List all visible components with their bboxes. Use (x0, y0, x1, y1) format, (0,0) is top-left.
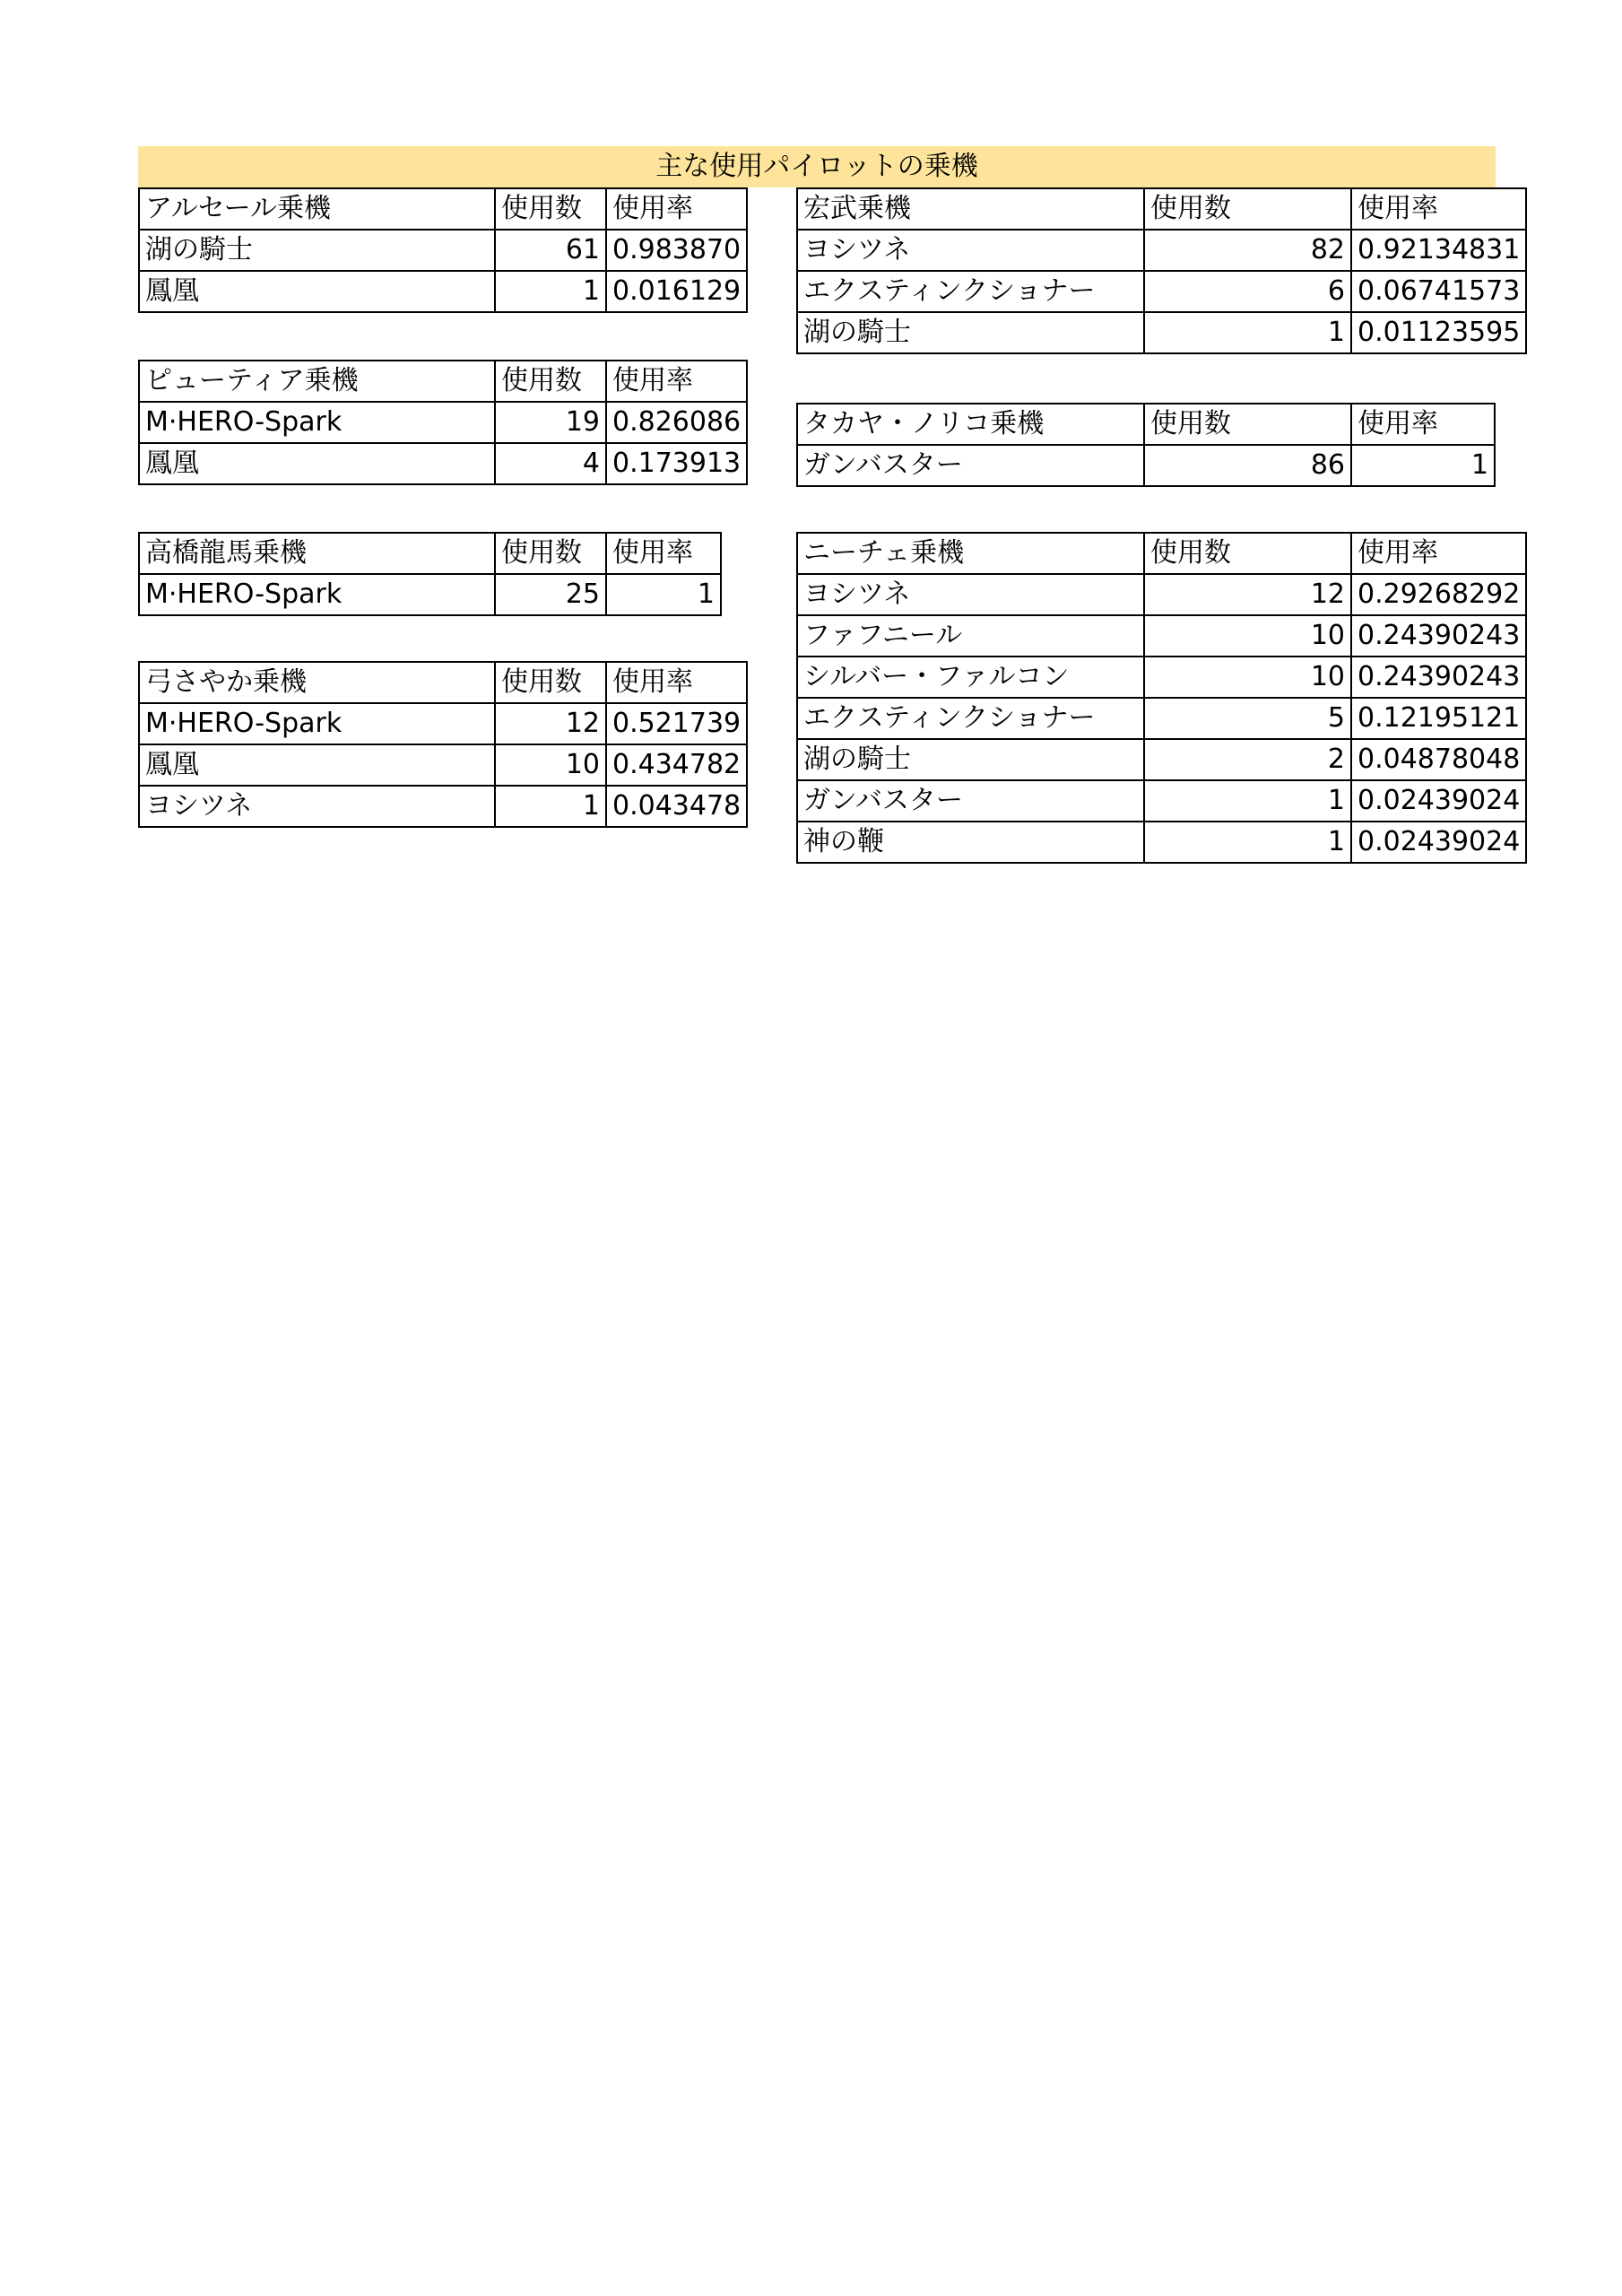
table-row (797, 312, 1526, 353)
header-count: 使用数 (1144, 533, 1351, 574)
usage-count: 19 (495, 402, 606, 443)
table-row (139, 230, 747, 271)
table-row (797, 780, 1526, 822)
usage-rate: 0.521739 (606, 703, 747, 744)
machine-name: エクスティンクショナー (797, 698, 1144, 739)
usage-count: 1 (495, 786, 606, 827)
table-takaya (796, 403, 1496, 487)
table-row (797, 574, 1526, 615)
header-rate: 使用率 (1351, 533, 1526, 574)
machine-name: 鳳凰 (139, 744, 495, 786)
machine-name: 神の鞭 (797, 822, 1144, 863)
usage-rate: 1 (606, 574, 721, 615)
header-rate: 使用率 (1351, 188, 1526, 230)
header-title: ピューティア乗機 (139, 361, 495, 402)
header-rate: 使用率 (606, 533, 721, 574)
header-title: 高橋龍馬乗機 (139, 533, 495, 574)
usage-count: 12 (1144, 574, 1351, 615)
usage-count: 82 (1144, 230, 1351, 271)
usage-count: 6 (1144, 271, 1351, 312)
header-title: 弓さやか乗機 (139, 662, 495, 703)
table-row (797, 739, 1526, 780)
machine-name: 湖の騎士 (797, 312, 1144, 353)
table-row (797, 698, 1526, 739)
machine-name: M·HERO-Spark (139, 574, 495, 615)
usage-rate: 0.02439024 (1351, 822, 1526, 863)
header-title: 宏武乗機 (797, 188, 1144, 230)
header-title: ニーチェ乗機 (797, 533, 1144, 574)
machine-name: 湖の騎士 (797, 739, 1144, 780)
usage-rate: 1 (1351, 445, 1495, 486)
machine-name: M·HERO-Spark (139, 703, 495, 744)
table-header-row (139, 188, 747, 230)
table-row (797, 271, 1526, 312)
usage-rate: 0.043478 (606, 786, 747, 827)
machine-name: ヨシツネ (139, 786, 495, 827)
table-row (139, 786, 747, 827)
table-header-row (139, 361, 747, 402)
table-header-row (797, 404, 1495, 445)
header-rate: 使用率 (606, 188, 747, 230)
usage-count: 5 (1144, 698, 1351, 739)
table-row (797, 230, 1526, 271)
usage-count: 86 (1144, 445, 1351, 486)
usage-rate: 0.04878048 (1351, 739, 1526, 780)
machine-name: 湖の騎士 (139, 230, 495, 271)
table-koubu (796, 187, 1527, 354)
table-row (797, 615, 1526, 657)
machine-name: ヨシツネ (797, 230, 1144, 271)
usage-rate: 0.02439024 (1351, 780, 1526, 822)
table-yumi (138, 661, 748, 828)
table-header-row (797, 533, 1526, 574)
usage-count: 61 (495, 230, 606, 271)
table-arsel (138, 187, 748, 313)
usage-rate: 0.173913 (606, 443, 747, 484)
header-count: 使用数 (495, 662, 606, 703)
usage-rate: 0.12195121 (1351, 698, 1526, 739)
table-row (797, 445, 1495, 486)
table-header-row (797, 188, 1526, 230)
machine-name: ガンバスター (797, 780, 1144, 822)
usage-count: 10 (1144, 615, 1351, 657)
header-count: 使用数 (495, 188, 606, 230)
table-row (139, 443, 747, 484)
table-header-row (139, 533, 721, 574)
header-title: アルセール乗機 (139, 188, 495, 230)
usage-rate: 0.24390243 (1351, 615, 1526, 657)
table-row (139, 703, 747, 744)
table-header-row (139, 662, 747, 703)
header-count: 使用数 (495, 533, 606, 574)
usage-count: 1 (1144, 822, 1351, 863)
table-row (139, 402, 747, 443)
usage-count: 1 (1144, 312, 1351, 353)
usage-count: 4 (495, 443, 606, 484)
usage-rate: 0.434782 (606, 744, 747, 786)
page-title: 主な使用パイロットの乗機 (138, 146, 1496, 187)
machine-name: ガンバスター (797, 445, 1144, 486)
machine-name: 鳳凰 (139, 443, 495, 484)
header-count: 使用数 (495, 361, 606, 402)
header-count: 使用数 (1144, 188, 1351, 230)
machine-name: 鳳凰 (139, 271, 495, 312)
machine-name: シルバー・ファルコン (797, 657, 1144, 698)
table-takahashi (138, 532, 722, 616)
usage-count: 12 (495, 703, 606, 744)
usage-rate: 0.24390243 (1351, 657, 1526, 698)
usage-count: 25 (495, 574, 606, 615)
header-count: 使用数 (1144, 404, 1351, 445)
machine-name: M·HERO-Spark (139, 402, 495, 443)
usage-rate: 0.016129 (606, 271, 747, 312)
header-rate: 使用率 (606, 662, 747, 703)
header-title: タカヤ・ノリコ乗機 (797, 404, 1144, 445)
usage-count: 10 (1144, 657, 1351, 698)
usage-count: 2 (1144, 739, 1351, 780)
usage-rate: 0.01123595 (1351, 312, 1526, 353)
table-row (139, 744, 747, 786)
header-rate: 使用率 (606, 361, 747, 402)
usage-rate: 0.983870 (606, 230, 747, 271)
usage-rate: 0.06741573 (1351, 271, 1526, 312)
header-rate: 使用率 (1351, 404, 1495, 445)
machine-name: エクスティンクショナー (797, 271, 1144, 312)
table-nietzsche (796, 532, 1527, 864)
usage-rate: 0.92134831 (1351, 230, 1526, 271)
table-row (797, 822, 1526, 863)
table-row (139, 271, 747, 312)
machine-name: ヨシツネ (797, 574, 1144, 615)
machine-name: ファフニール (797, 615, 1144, 657)
table-row (797, 657, 1526, 698)
usage-rate: 0.826086 (606, 402, 747, 443)
table-row (139, 574, 721, 615)
usage-count: 1 (1144, 780, 1351, 822)
usage-rate: 0.29268292 (1351, 574, 1526, 615)
usage-count: 10 (495, 744, 606, 786)
table-beautia (138, 360, 748, 485)
usage-count: 1 (495, 271, 606, 312)
